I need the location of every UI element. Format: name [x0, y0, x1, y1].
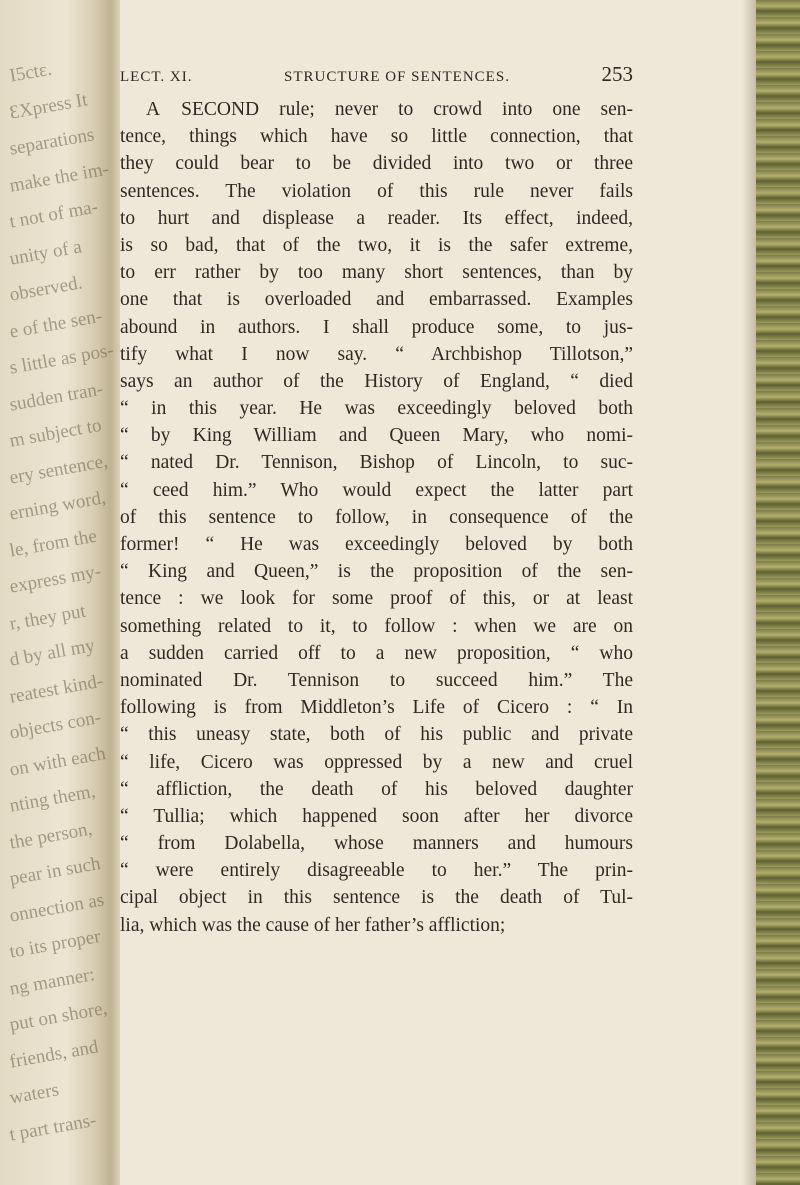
text-line: “ from Dolabella, whose manners and humours: [120, 833, 633, 855]
gutter-fragment: Ι5ctɛ.: [8, 58, 54, 87]
gutter-fragment: objects con-: [8, 706, 103, 744]
text-line: of this sentence to follow, in consequence of the: [120, 506, 633, 528]
text-line: [120, 96, 633, 123]
text-line: lia, which was the cause of her father’s affliction;: [120, 914, 506, 936]
text-line: cipal object in this sentence is the death of Tul-: [120, 887, 633, 909]
book-page: [120, 0, 742, 1185]
running-header: [120, 62, 633, 87]
gutter-fragment: r, they put: [8, 600, 88, 635]
gutter-fragment: erning word,: [8, 487, 108, 525]
page-number: 253: [601, 62, 633, 86]
text-line: “ affliction, the death of his beloved daughter: [120, 778, 633, 800]
initial-letter: A: [146, 99, 162, 120]
text-line: sentences. The violation of this rule never fails: [120, 180, 633, 202]
gutter-fragment: on with each: [8, 742, 108, 781]
text-line: “ by King William and Queen Mary, who nomi-: [120, 425, 633, 447]
header-title: STRUCTURE OF SENTENCES.: [284, 69, 510, 85]
book-edge-background: [756, 0, 800, 1185]
text-line: “ nated Dr. Tennison, Bishop of Lincoln, to suc-: [120, 452, 633, 474]
gutter-fragment: s little as pos-: [8, 339, 116, 379]
gutter-fragment: m subject to: [8, 414, 104, 452]
text-line: following is from Middleton’s Life of Cicero : “ In: [120, 697, 633, 719]
gutter-fragment: reatest kind-: [8, 670, 105, 708]
gutter-fragment: pear in such: [8, 853, 103, 890]
gutter-fragment: the person,: [8, 818, 94, 854]
first-line-text: SECOND rule; never to crowd into one sen-: [181, 99, 633, 120]
gutter-fragment: friends, and: [8, 1035, 100, 1073]
gutter-fragment: waters: [8, 1079, 61, 1109]
text-line: tence : we look for some proof of this, or at least: [120, 588, 633, 610]
text-line: “ in this year. He was exceedingly beloved both: [120, 398, 633, 420]
gutter-fragment: to its proper: [8, 926, 103, 963]
text-line: tify what I now say. “ Archbishop Tillotson,”: [120, 343, 633, 365]
gutter-fragment: put on shore,: [8, 997, 109, 1036]
gutter-fragment: onnection as: [8, 888, 106, 927]
gutter-fragment: observed.: [8, 272, 84, 306]
text-line: nominated Dr. Tennison to succeed him.” The: [120, 669, 633, 691]
text-line: “ ceed him.” Who would expect the latter part: [120, 479, 633, 501]
text-line: tence, things which have so little connection, that: [120, 126, 633, 148]
text-line: “ Tullia; which happened soon after her divorce: [120, 805, 633, 827]
text-line: a sudden carried off to a new proposition, “ who: [120, 642, 633, 664]
text-line: they could bear to be divided into two or three: [120, 153, 633, 175]
text-line: abound in authors. I shall produce some, to jus-: [120, 316, 633, 338]
text-line: one that is overloaded and embarrassed. Examples: [120, 289, 633, 311]
text-line: “ King and Queen,” is the proposition of the sen-: [120, 561, 633, 583]
text-line: to err rather by too many short sentences, than by: [120, 262, 633, 284]
gutter-fragment: unity of a: [8, 235, 84, 270]
text-line: “ this uneasy state, both of his public and private: [120, 724, 633, 746]
gutter-fragment: nting them,: [8, 780, 97, 817]
gutter-fragment: ƐΧpress It: [8, 88, 90, 124]
text-line: is so bad, that of the two, it is the safer extreme,: [120, 234, 633, 256]
body-text: [120, 96, 633, 939]
gutter-fragment: le, from the: [8, 525, 99, 562]
gutter-fragment: ng manner:: [8, 963, 97, 1000]
facing-page-gutter: [0, 0, 120, 1185]
gutter-fragment: t not of ma-: [8, 196, 100, 233]
text-line: “ were entirely disagreeable to her.” The prin-: [120, 860, 633, 882]
gutter-fragment: sudden tran-: [8, 378, 105, 416]
binding-shadow: [742, 0, 756, 1185]
text-line: former! “ He was exceedingly beloved by both: [120, 534, 633, 555]
gutter-fragment: t part trans-: [8, 1109, 98, 1146]
text-line: says an author of the History of England, “ died: [120, 370, 633, 392]
text-line: something related to it, to follow : when we are on: [120, 615, 633, 637]
gutter-fragment: express my-: [8, 560, 103, 598]
text-line: to hurt and displease a reader. Its effect, indeed,: [120, 207, 633, 229]
gutter-fragment: d by all my: [8, 635, 97, 671]
gutter-fragment: ery sentence,: [8, 450, 110, 489]
text-line: “ life, Cicero was oppressed by a new and cruel: [120, 751, 633, 773]
gutter-fragment: e of the sen-: [8, 305, 104, 343]
gutter-fragment: make the im-: [8, 158, 111, 197]
gutter-fragment: separations: [8, 124, 96, 160]
header-lecture: LECT. XI.: [120, 69, 193, 85]
